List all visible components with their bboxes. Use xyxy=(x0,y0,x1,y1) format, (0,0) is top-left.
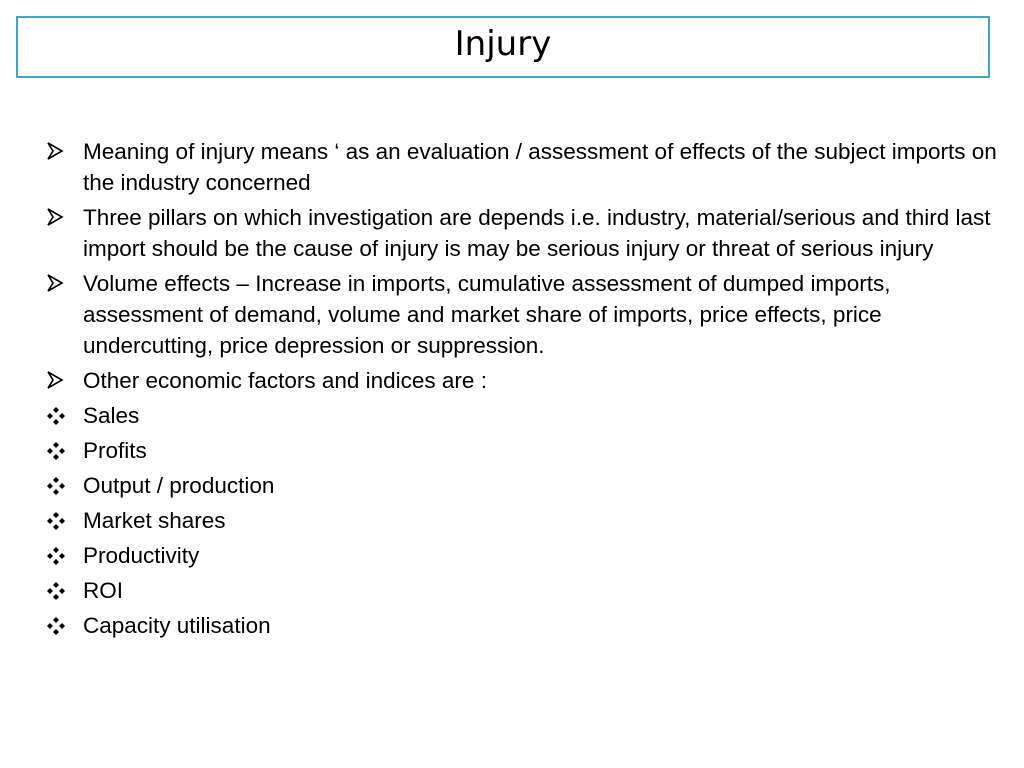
list-item-text: Three pillars on which investigation are depends i.e. industry, material/serious and third last import should be the cause of injury is may be serious injury or threat of serious injury xyxy=(83,205,991,261)
list-item xyxy=(40,540,1005,571)
list-item xyxy=(40,400,1005,431)
arrowhead-icon xyxy=(40,202,83,226)
list-item xyxy=(40,470,1005,501)
list-item-text: ROI xyxy=(83,578,124,603)
diamond-icon xyxy=(40,540,83,566)
diamond-icon xyxy=(40,435,83,461)
title-box xyxy=(16,16,990,78)
list-item xyxy=(40,610,1005,641)
diamond-icon xyxy=(40,400,83,426)
list-item-text: Sales xyxy=(83,403,140,428)
bullet-list xyxy=(40,136,1005,645)
list-item xyxy=(40,202,1005,264)
list-item-text: Meaning of injury means ‘ as an evaluation / assessment of effects of the subject imports on the industry concerned xyxy=(83,139,997,195)
diamond-icon xyxy=(40,505,83,531)
slide-title: Injury xyxy=(454,24,552,64)
list-item xyxy=(40,136,1005,198)
list-item xyxy=(40,435,1005,466)
list-item-text: Market shares xyxy=(83,508,226,533)
list-item-text: Profits xyxy=(83,438,147,463)
arrowhead-icon xyxy=(40,136,83,160)
list-item xyxy=(40,268,1005,361)
diamond-icon xyxy=(40,610,83,636)
list-item-text: Output / production xyxy=(83,473,275,498)
list-item-text: Other economic factors and indices are : xyxy=(83,368,487,393)
arrowhead-icon xyxy=(40,365,83,389)
arrowhead-icon xyxy=(40,268,83,292)
list-item xyxy=(40,505,1005,536)
diamond-icon xyxy=(40,470,83,496)
list-item-text: Capacity utilisation xyxy=(83,613,271,638)
list-item xyxy=(40,365,1005,396)
diamond-icon xyxy=(40,575,83,601)
list-item xyxy=(40,575,1005,606)
list-item-text: Productivity xyxy=(83,543,200,568)
list-item-text: Volume effects – Increase in imports, cumulative assessment of dumped imports, assessment of demand, volume and market share of imports, price effects, price undercutting, price depression or suppression. xyxy=(83,271,891,358)
